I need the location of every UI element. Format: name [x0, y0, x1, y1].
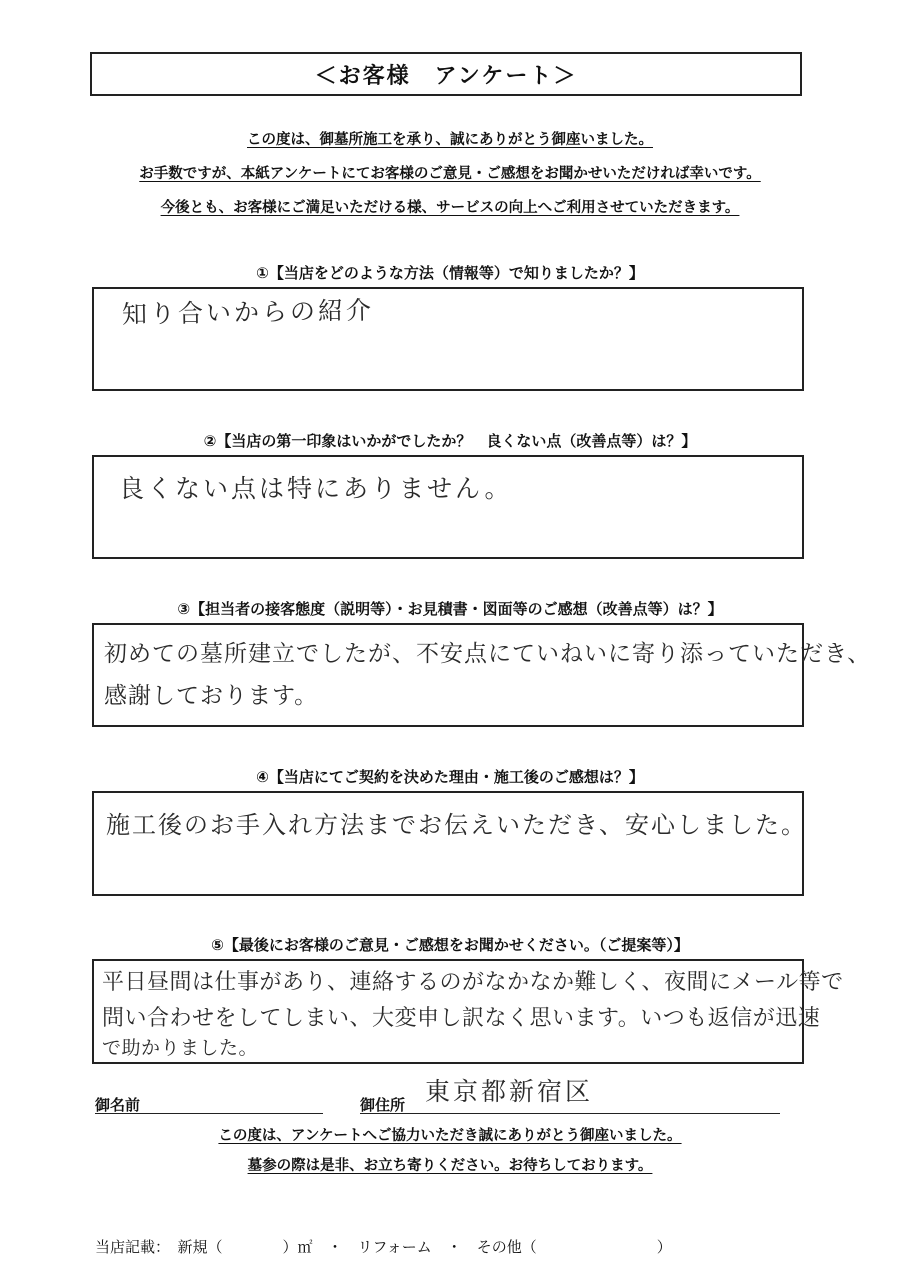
question-2-answer-line-1: 良くない点は特にありません。	[119, 474, 513, 503]
question-2-answer-box	[92, 455, 804, 559]
question-1-answer-line-1: 知り合いからの紹介	[121, 295, 375, 329]
question-5-answer-box	[92, 959, 844, 1064]
question-4-label: ④【当店にてご契約を決めた理由・施工後のご感想は？】	[256, 768, 644, 786]
question-3-answer-box	[92, 623, 872, 727]
question-5-label: ⑤【最後にお客様のご意見・ご感想をお聞かせください。（ご提案等）】	[211, 936, 689, 954]
intro-line-2: お手数ですが、本紙アンケートにてお客様のご意見・ご感想をお聞かせいただければ幸いです。	[139, 166, 761, 182]
question-2-label: ②【当店の第一印象はいかがでしたか？ 良くない点（改善点等）は？】	[203, 432, 697, 450]
address-underline	[360, 1113, 780, 1114]
question-4-answer-box	[92, 791, 808, 896]
store-note: 当店記載： 新規（ ）㎡ ・ リフォーム ・ その他（ ）	[95, 1238, 672, 1256]
intro-line-1: この度は、御墓所施工を承り、誠にありがとう御座いました。	[247, 132, 653, 148]
question-5-answer-line-2: 問い合わせをしてしまい、大変申し訳なく思います。いつも返信が迅速	[102, 1006, 821, 1031]
question-4-answer-line-1: 施工後のお手入れ方法までお伝えいただき、安心しました。	[106, 811, 808, 839]
question-3-answer-line-1: 初めての墓所建立でしたが、不安点にていねいに寄り添っていただき、	[104, 641, 872, 667]
intro-line-3: 今後とも、お客様にご満足いただける様、サービスの向上へご利用させていただきます。	[160, 200, 740, 216]
name-label: 御名前	[95, 1096, 141, 1114]
closing-line-2: 墓参の際は是非、お立ち寄りください。お待ちしております。	[247, 1158, 653, 1174]
question-5-answer-line-3: で助かりました。	[102, 1037, 259, 1059]
question-3-label: ③【担当者の接客態度（説明等）・お見積書・図面等のご感想（改善点等）は？】	[177, 600, 723, 618]
closing-line-1: この度は、アンケートへご協力いただき誠にありがとう御座いました。	[218, 1128, 682, 1144]
question-1-answer-box	[92, 287, 804, 391]
address-label: 御住所	[360, 1096, 406, 1114]
question-5-answer-line-1: 平日昼間は仕事があり、連絡するのがなかなか難しく、夜間にメール等で	[102, 970, 844, 995]
name-underline	[95, 1113, 323, 1114]
question-1-label: ①【当店をどのような方法（情報等）で知りましたか？】	[256, 264, 644, 282]
address-value: 東京都新宿区	[425, 1077, 594, 1106]
survey-title: ＜お客様 アンケート＞	[90, 52, 802, 96]
question-3-answer-line-2: 感謝しております。	[104, 683, 319, 709]
